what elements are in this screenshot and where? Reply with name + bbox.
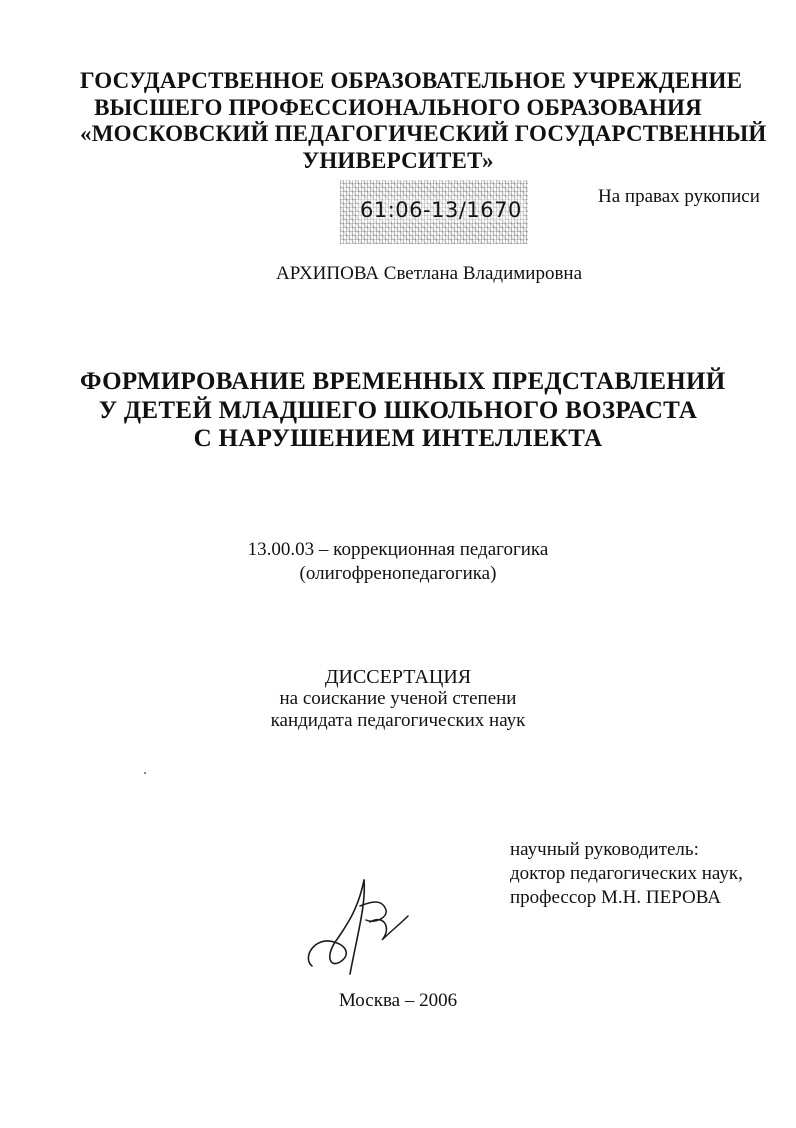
degree-line: на соискание ученой степени [279, 688, 517, 709]
institution-line: УНИВЕРСИТЕТ» [302, 147, 494, 173]
catalog-stamp [340, 180, 528, 244]
city-year: Москва – 2006 [338, 990, 458, 1011]
supervisor-degree: доктор педагогических наук, [510, 863, 743, 884]
dissertation-heading: ДИССЕРТАЦИЯ [324, 666, 472, 688]
dissertation-title [80, 368, 726, 454]
institution-line: ГОСУДАРСТВЕННОЕ ОБРАЗОВАТЕЛЬНОЕ УЧРЕЖДЕНИЕ [80, 68, 743, 93]
author-name: АРХИПОВА Светлана Владимировна [276, 263, 583, 284]
title-line: У ДЕТЕЙ МЛАДШЕГО ШКОЛЬНОГО ВОЗРАСТА [98, 396, 698, 424]
supervisor-block [510, 838, 743, 910]
rights-note: На правах рукописи [598, 186, 760, 207]
specialty-code: 13.00.03 – коррекционная педагогика [247, 539, 549, 560]
dissertation-block [180, 666, 616, 732]
title-line: С НАРУШЕНИЕМ ИНТЕЛЛЕКТА [193, 425, 603, 452]
supervisor-name: профессор М.Н. ПЕРОВА [510, 887, 721, 908]
supervisor-label: научный руководитель: [510, 839, 699, 860]
institution-line: ВЫСШЕГО ПРОФЕССИОНАЛЬНОГО ОБРАЗОВАНИЯ [94, 94, 702, 120]
specialty-block [180, 538, 616, 586]
specialty-subfield: (олигофренопедагогика) [299, 563, 497, 584]
signature [300, 870, 420, 980]
catalog-number: 61:06-13/1670 [360, 198, 522, 222]
institution-header [80, 68, 767, 174]
degree-line: кандидата педагогических наук [270, 710, 526, 731]
scan-speck [144, 772, 146, 774]
title-line: ФОРМИРОВАНИЕ ВРЕМЕННЫХ ПРЕДСТАВЛЕНИЙ [80, 368, 726, 395]
institution-line: «МОСКОВСКИЙ ПЕДАГОГИЧЕСКИЙ ГОСУДАРСТВЕННЫЙ [80, 121, 767, 146]
